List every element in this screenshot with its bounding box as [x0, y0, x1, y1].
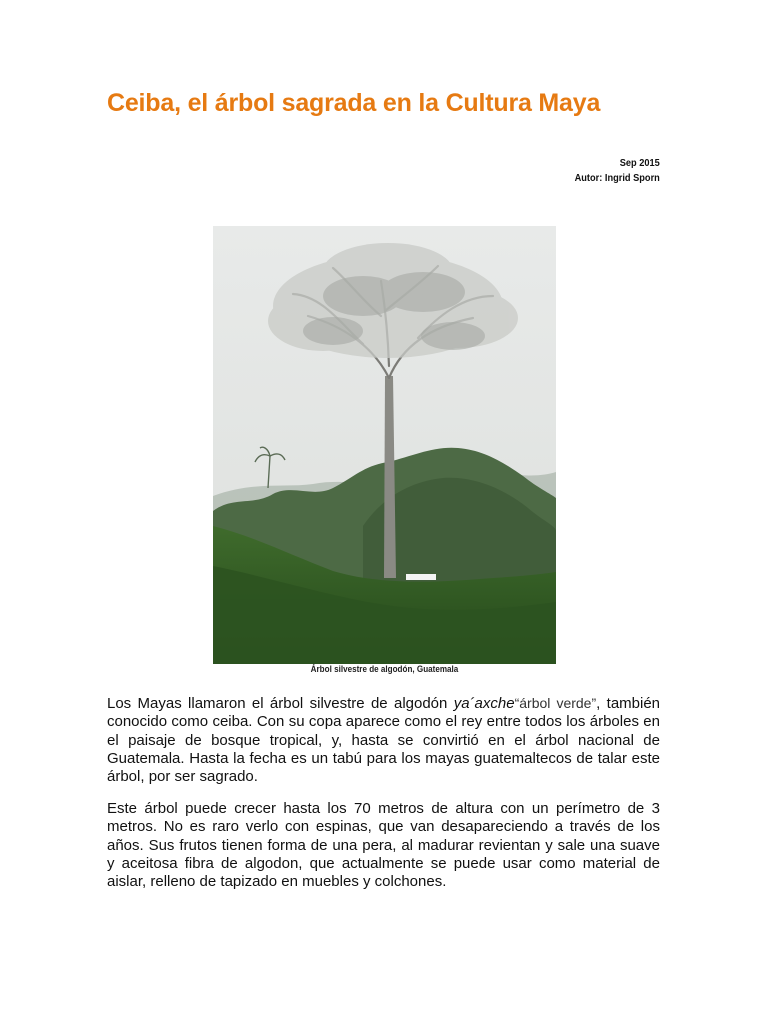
paragraph-1-start: Los Mayas llamaron el árbol silvestre de algodón [107, 695, 454, 712]
paragraph-2: Este árbol puede crecer hasta los 70 metros de altura con un perímetro de 3 metros. No es raro verlo con espinas, que van desapareciendo a través de los años. Sus frutos tienen forma de una pera, al madurar revientan y sale una suave y aceitosa fibra de algodon, que actualmente se puede usar como material de aislar, relleno de tapizado en muebles y colchones. [107, 800, 660, 891]
figure-caption: Árbol silvestre de algodón, Guatemala [310, 664, 459, 674]
mayan-term: ya´axche [453, 695, 515, 712]
paragraph-1 [107, 694, 660, 786]
article-author: Autor: Ingrid Sporn [574, 172, 660, 184]
article-title: Ceiba, el árbol sagrada en la Cultura Maya [107, 89, 601, 117]
paragraph-1-rest: , también conocido como ceiba. Con su copa aparece como el rey entre todos los árboles en el paisaje de bosque tropical, y, hasta se convirtió en el árbol nacional de Guatemala. Hasta la fecha es un tabú para los mayas guatemaltecos de talar este árbol, por ser sagrado. [107, 695, 661, 786]
article-date: Sep 2015 [619, 157, 660, 169]
article-meta [575, 156, 660, 186]
ceiba-tree-photo [213, 226, 556, 664]
quoted-translation: “árbol verde” [514, 695, 597, 711]
